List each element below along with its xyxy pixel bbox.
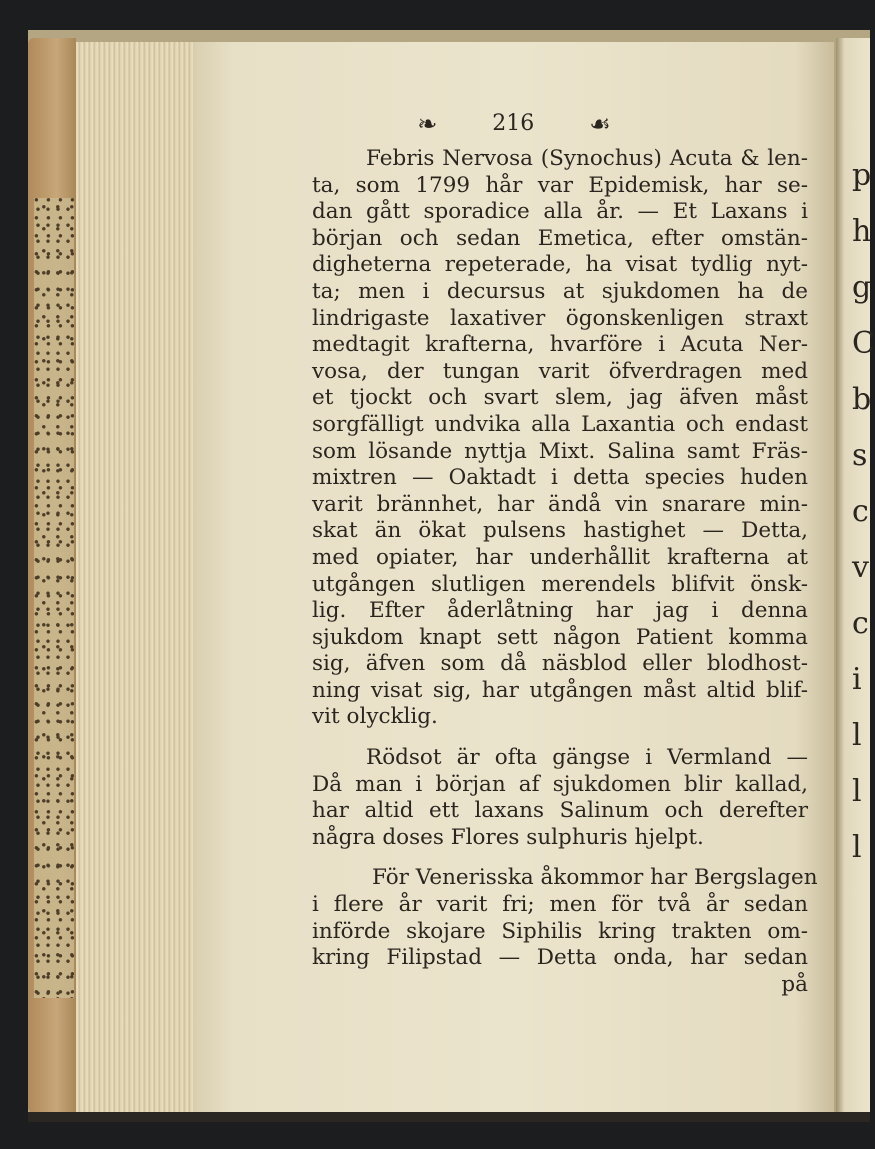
facing-letter: l — [852, 718, 862, 753]
facing-page-letters — [852, 148, 875, 876]
text-line: som lösande nyttja Mixt. Salina samt Fräs- — [312, 438, 808, 464]
text-line: med opiater, har underhållit krafterna at — [312, 544, 808, 570]
text-line: några doses Flores sulphuris hjelpt. — [312, 824, 704, 850]
facing-letter: C — [852, 326, 875, 361]
text-line: För Venerisska åkommor har Bergslagen — [372, 865, 818, 891]
facing-letter: c — [852, 606, 869, 641]
text-line: utgången slutligen merendels blifvit önsk- — [312, 571, 808, 597]
left-page — [194, 42, 834, 1117]
facing-letter: c — [852, 494, 869, 529]
facing-letter: g — [852, 270, 872, 305]
text-line: kring Filipstad — Detta onda, har sedan — [312, 945, 808, 971]
ornament-left-icon: ❧ — [417, 110, 438, 138]
text-line: Då man i början af sjukdomen blir kallad, — [312, 771, 808, 797]
text-line: et tjockt och svart slem, jag äfven måst — [312, 385, 808, 411]
text-line: ning visat sig, har utgången måst altid blif- — [312, 677, 808, 703]
text-line: medtagit krafterna, hvarföre i Acuta Ner- — [312, 332, 808, 358]
text-line: ta, som 1799 hår var Epidemisk, har se- — [312, 172, 808, 198]
facing-letter: h — [852, 214, 872, 249]
paragraph-veneriska — [312, 865, 818, 971]
text-line: ta; men i decursus at sjukdomen ha de — [312, 278, 808, 304]
text-line: vit olycklig. — [312, 704, 438, 730]
text-line: Rödsot är ofta gängse i Vermland — — [366, 745, 808, 771]
marbled-edge — [34, 198, 74, 998]
facing-letter: i — [852, 662, 862, 697]
page-header — [194, 110, 834, 138]
book-bottom-shadow — [28, 1112, 870, 1122]
facing-page-edge — [836, 38, 875, 1118]
text-line: början och sedan Emetica, efter omstän- — [312, 225, 808, 251]
text-line: mixtren — Oaktadt i detta species huden — [312, 465, 808, 491]
paragraph-febris — [312, 146, 808, 731]
book-cover-left — [28, 38, 76, 1113]
facing-letter: s — [852, 438, 868, 473]
book — [28, 30, 875, 1122]
page-text — [312, 146, 818, 998]
text-line: i flere år varit fri; men för två år sedan — [312, 892, 808, 918]
facing-letter: v — [852, 550, 869, 585]
facing-letter: l — [852, 830, 862, 865]
text-line: dan gått sporadice alla år. — Et Laxans i — [312, 199, 808, 225]
text-line: sorgfälligt undvika alla Laxantia och endast — [312, 411, 808, 437]
paragraph-rodsot — [312, 745, 808, 851]
ornament-right-icon: ☙ — [589, 110, 611, 138]
text-line: Febris Nervosa (Synochus) Acuta & len- — [366, 146, 808, 171]
text-line: sjukdom knapt sett någon Patient komma — [312, 624, 808, 650]
catchword: på — [781, 971, 808, 997]
text-line: lindrigaste laxativer ögonskenligen straxt — [312, 305, 808, 331]
facing-letter: l — [852, 774, 862, 809]
text-line: lig. Efter åderlåtning har jag i denna — [312, 598, 808, 624]
text-line: digheterna repeterade, ha visat tydlig nyt- — [312, 252, 808, 278]
text-line: införde skojare Siphilis kring trakten om- — [312, 918, 808, 944]
text-line: sig, äfven som då näsblod eller blodhost- — [312, 651, 808, 677]
text-line: skat än ökat pulsens hastighet — Detta, — [312, 518, 808, 544]
text-line: varit brännhet, har ändå vin snarare min- — [312, 491, 808, 517]
text-line: vosa, der tungan varit öfverdragen med — [312, 358, 808, 384]
text-line: har altid ett laxans Salinum och derefter — [312, 798, 808, 824]
page-number: 216 — [492, 111, 535, 136]
facing-letter: p — [852, 158, 872, 193]
facing-letter: b — [852, 382, 872, 417]
page-edges — [76, 42, 195, 1117]
